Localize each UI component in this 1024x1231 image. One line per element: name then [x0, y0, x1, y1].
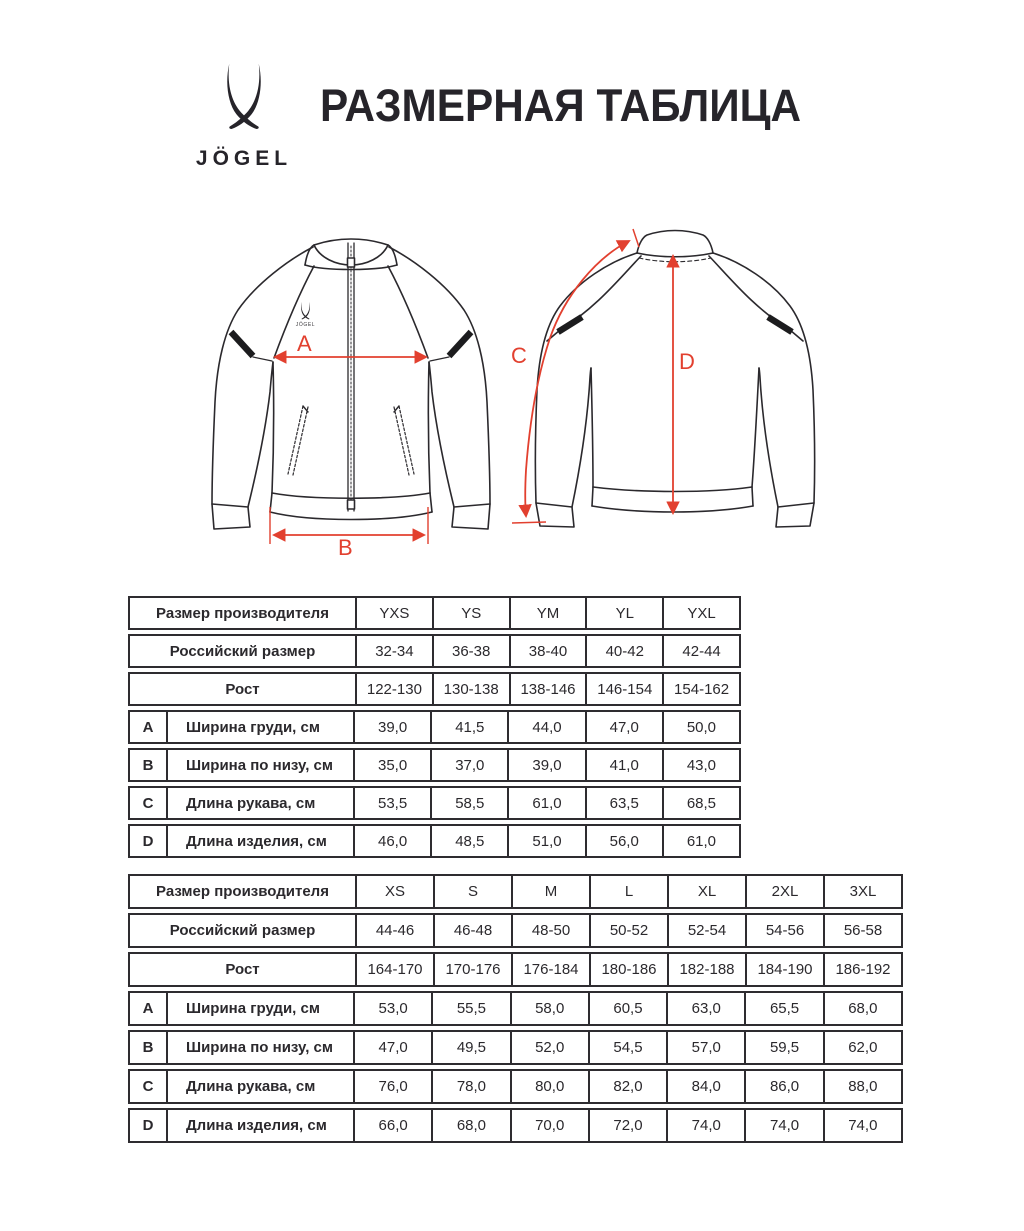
- measure-value-cell: 39,0: [507, 750, 584, 780]
- size-value-cell: 186-192: [823, 954, 901, 985]
- table-row: [128, 1030, 903, 1065]
- brand-logo-wordmark: JÖGEL: [195, 147, 293, 170]
- jacket-chest-logo-text: JÖGEL: [295, 322, 316, 328]
- size-value-cell: 184-190: [745, 954, 823, 985]
- measure-value-cell: 86,0: [744, 1071, 822, 1102]
- measure-value-cell: 58,0: [510, 993, 588, 1024]
- measure-letter-cell: A: [142, 718, 154, 736]
- size-value-cell: 2XL: [745, 876, 823, 907]
- measure-letter-cell: C: [142, 1078, 154, 1095]
- measure-value-cell: 70,0: [510, 1110, 588, 1141]
- size-value-cell: YXS: [355, 598, 432, 628]
- measure-value-cell: 72,0: [588, 1110, 666, 1141]
- table-row: [128, 991, 903, 1026]
- measure-value-cell: 53,5: [353, 788, 430, 818]
- measure-value-cell: 78,0: [431, 1071, 509, 1102]
- row-label-cell: Рост: [225, 961, 260, 978]
- measure-value-cell: 37,0: [430, 750, 507, 780]
- size-value-cell: YM: [509, 598, 586, 628]
- measure-value-cell: 52,0: [510, 1032, 588, 1063]
- size-value-cell: 54-56: [745, 915, 823, 946]
- row-label-cell: Размер производителя: [156, 604, 329, 622]
- size-table-youth: [128, 596, 741, 862]
- table-row: [128, 786, 741, 820]
- measure-value-cell: 80,0: [510, 1071, 588, 1102]
- size-value-cell: 36-38: [432, 636, 509, 666]
- measure-value-cell: 63,0: [666, 993, 744, 1024]
- measure-value-cell: 61,0: [662, 826, 739, 856]
- size-value-cell: 164-170: [355, 954, 433, 985]
- measure-value-cell: 50,0: [662, 712, 739, 742]
- size-value-cell: XL: [667, 876, 745, 907]
- row-label-cell: Ширина груди, см: [166, 993, 353, 1024]
- jacket-chest-logo: [296, 302, 315, 328]
- measure-label-b: B: [338, 535, 353, 560]
- size-value-cell: YS: [432, 598, 509, 628]
- measure-value-cell: 49,5: [431, 1032, 509, 1063]
- table-row: [128, 710, 741, 744]
- row-label-cell: Размер производителя: [156, 883, 329, 900]
- table-row: [128, 748, 741, 782]
- size-value-cell: L: [589, 876, 667, 907]
- row-label-cell: Длина изделия, см: [166, 1110, 353, 1141]
- measure-value-cell: 47,0: [353, 1032, 431, 1063]
- size-value-cell: 138-146: [509, 674, 586, 704]
- table-row: [128, 596, 741, 630]
- size-value-cell: 46-48: [433, 915, 511, 946]
- measure-value-cell: 76,0: [353, 1071, 431, 1102]
- table-row: [128, 634, 741, 668]
- measure-value-cell: 68,0: [823, 993, 901, 1024]
- size-value-cell: 40-42: [585, 636, 662, 666]
- jacket-back-diagram: [500, 220, 830, 570]
- size-value-cell: 146-154: [585, 674, 662, 704]
- table-row: [128, 1069, 903, 1104]
- measure-value-cell: 60,5: [588, 993, 666, 1024]
- measure-value-cell: 41,0: [585, 750, 662, 780]
- table-row: [128, 913, 903, 948]
- size-value-cell: YL: [585, 598, 662, 628]
- measure-value-cell: 58,5: [430, 788, 507, 818]
- size-value-cell: 182-188: [667, 954, 745, 985]
- measure-value-cell: 56,0: [585, 826, 662, 856]
- size-value-cell: XS: [355, 876, 433, 907]
- measure-value-cell: 88,0: [823, 1071, 901, 1102]
- measure-value-cell: 55,5: [431, 993, 509, 1024]
- table-row: [128, 952, 903, 987]
- measure-value-cell: 48,5: [430, 826, 507, 856]
- table-row: [128, 1108, 903, 1143]
- measure-letter-cell: C: [142, 794, 154, 812]
- row-label-cell: Ширина по низу, см: [166, 750, 353, 780]
- measure-label-d: D: [679, 349, 695, 374]
- row-label-cell: Ширина по низу, см: [166, 1032, 353, 1063]
- size-table-adult: [128, 874, 903, 1147]
- size-value-cell: 170-176: [433, 954, 511, 985]
- table-row: [128, 672, 741, 706]
- measure-value-cell: 46,0: [353, 826, 430, 856]
- measure-value-cell: 82,0: [588, 1071, 666, 1102]
- measure-value-cell: 65,5: [744, 993, 822, 1024]
- measure-value-cell: 41,5: [430, 712, 507, 742]
- row-label-cell: Российский размер: [169, 922, 316, 939]
- table-row: [128, 874, 903, 909]
- measure-value-cell: 66,0: [353, 1110, 431, 1141]
- row-label-cell: Длина рукава, см: [166, 788, 353, 818]
- table-row: [128, 824, 741, 858]
- measure-value-cell: 62,0: [823, 1032, 901, 1063]
- jacket-front-drawing: [190, 220, 520, 570]
- size-value-cell: 48-50: [511, 915, 589, 946]
- measure-value-cell: 47,0: [585, 712, 662, 742]
- measure-value-cell: 57,0: [666, 1032, 744, 1063]
- size-value-cell: M: [511, 876, 589, 907]
- measure-letter-cell: D: [142, 1117, 154, 1134]
- jacket-front-diagram: [190, 220, 520, 570]
- measure-letter-cell: A: [142, 1000, 154, 1017]
- measure-value-cell: 84,0: [666, 1071, 744, 1102]
- measure-value-cell: 35,0: [353, 750, 430, 780]
- size-value-cell: 42-44: [662, 636, 739, 666]
- measure-value-cell: 59,5: [744, 1032, 822, 1063]
- measure-value-cell: 68,0: [431, 1110, 509, 1141]
- measure-value-cell: 74,0: [666, 1110, 744, 1141]
- brand-logo: [178, 60, 310, 171]
- size-value-cell: 122-130: [355, 674, 432, 704]
- size-value-cell: S: [433, 876, 511, 907]
- measure-value-cell: 54,5: [588, 1032, 666, 1063]
- size-value-cell: 32-34: [355, 636, 432, 666]
- size-value-cell: 38-40: [509, 636, 586, 666]
- measure-value-cell: 44,0: [507, 712, 584, 742]
- measure-value-cell: 74,0: [744, 1110, 822, 1141]
- measure-value-cell: 39,0: [353, 712, 430, 742]
- page-title: РАЗМЕРНАЯ ТАБЛИЦА: [320, 80, 802, 131]
- measure-value-cell: 51,0: [507, 826, 584, 856]
- measure-value-cell: 53,0: [353, 993, 431, 1024]
- measure-value-cell: 43,0: [662, 750, 739, 780]
- brand-logo-icon: [212, 60, 276, 144]
- measure-letter-cell: B: [142, 756, 154, 774]
- size-value-cell: 130-138: [432, 674, 509, 704]
- size-value-cell: 44-46: [355, 915, 433, 946]
- row-label-cell: Длина изделия, см: [166, 826, 353, 856]
- jacket-back-drawing: [500, 220, 830, 570]
- row-label-cell: Длина рукава, см: [166, 1071, 353, 1102]
- size-value-cell: YXL: [662, 598, 739, 628]
- row-label-cell: Ширина груди, см: [166, 712, 353, 742]
- measure-label-a: A: [297, 331, 312, 356]
- measure-label-c: C: [511, 343, 527, 368]
- size-value-cell: 180-186: [589, 954, 667, 985]
- row-label-cell: Рост: [225, 680, 260, 698]
- measure-value-cell: 74,0: [823, 1110, 901, 1141]
- measure-value-cell: 61,0: [507, 788, 584, 818]
- size-value-cell: 3XL: [823, 876, 901, 907]
- size-value-cell: 154-162: [662, 674, 739, 704]
- size-value-cell: 56-58: [823, 915, 901, 946]
- row-label-cell: Российский размер: [169, 642, 316, 660]
- measure-value-cell: 63,5: [585, 788, 662, 818]
- size-value-cell: 52-54: [667, 915, 745, 946]
- measure-letter-cell: B: [142, 1039, 154, 1056]
- measure-letter-cell: D: [142, 832, 154, 850]
- size-value-cell: 176-184: [511, 954, 589, 985]
- measure-value-cell: 68,5: [662, 788, 739, 818]
- size-value-cell: 50-52: [589, 915, 667, 946]
